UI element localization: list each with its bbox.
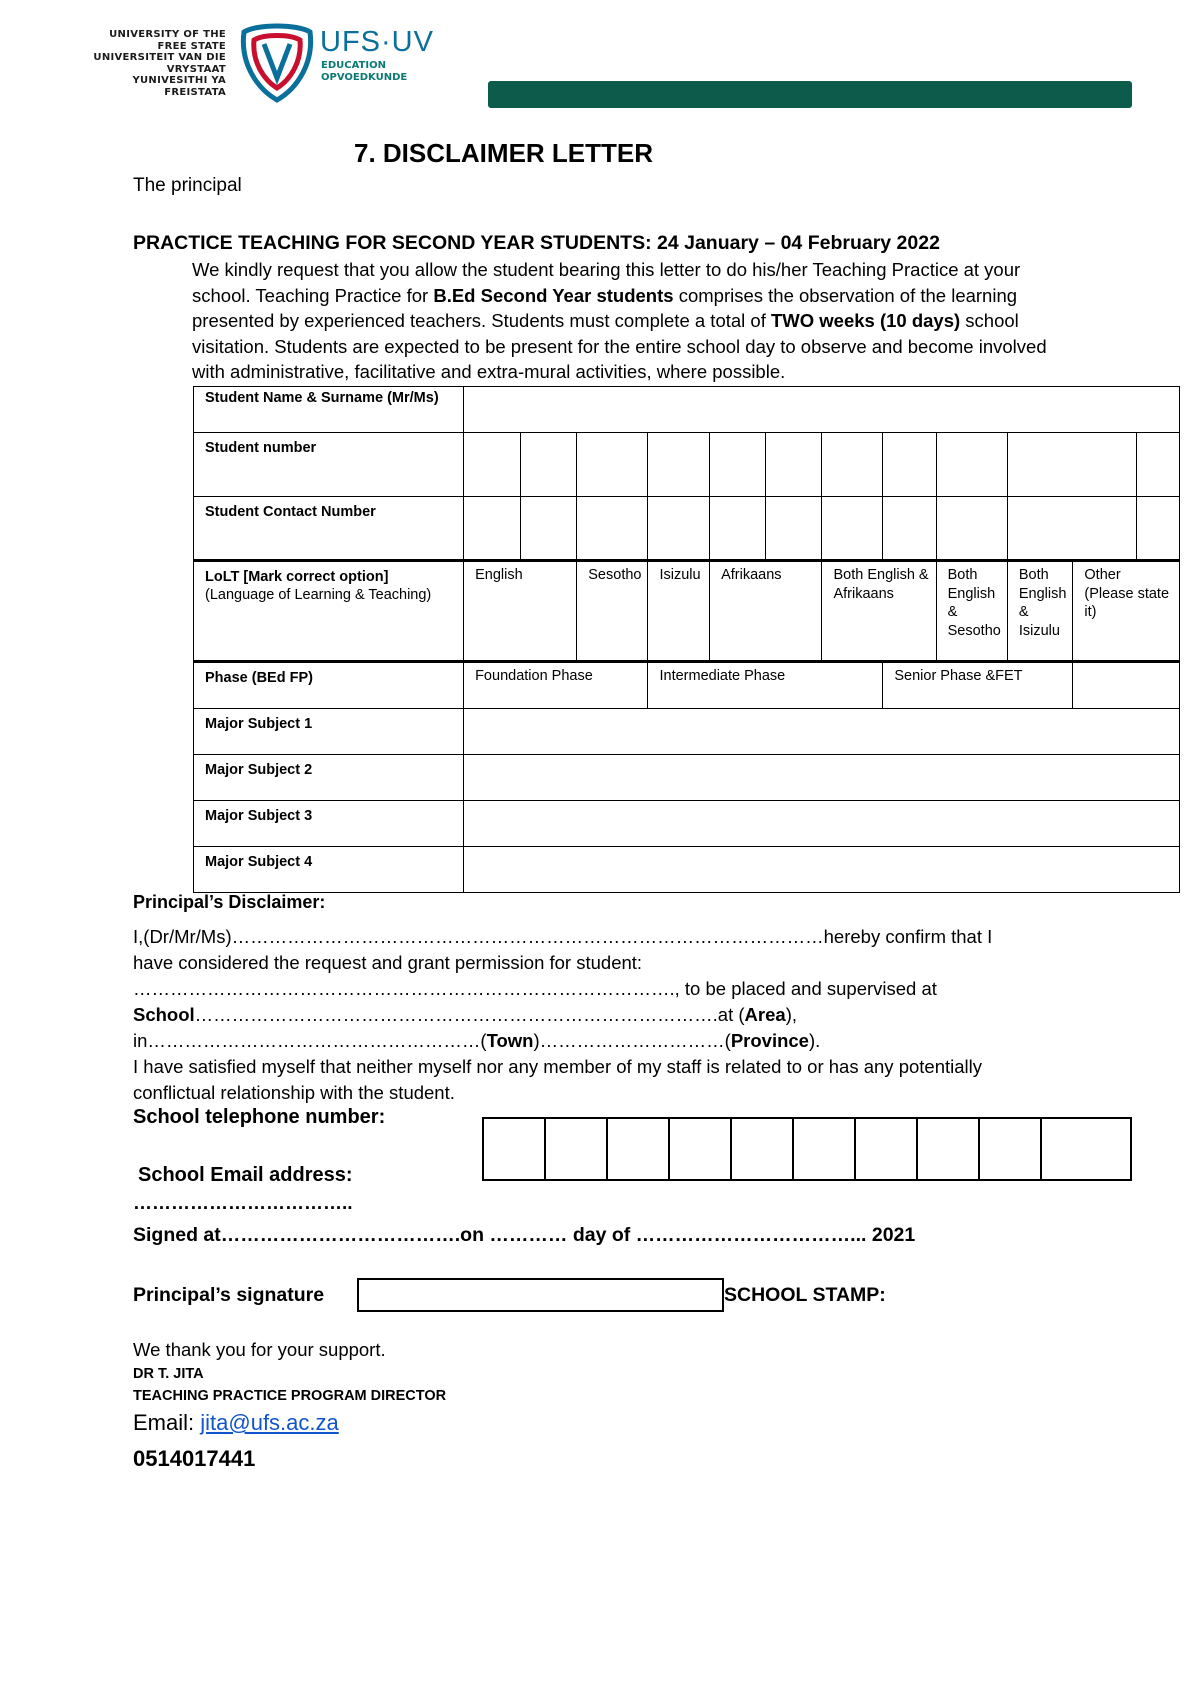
school-email-label: School Email address: — [138, 1164, 353, 1186]
major-subject-row — [194, 709, 1180, 755]
student-contact-digit[interactable] — [464, 497, 521, 561]
student-number-digit[interactable] — [1137, 433, 1180, 497]
intro-text-3: school visitation. Students are expected to be present for the entire school day to observe and become involved with administrative, facilitative and extra-mural activities, where possible. — [192, 310, 1047, 382]
university-line: UNIVERSITY OF THE — [109, 29, 226, 40]
student-contact-digit[interactable] — [577, 497, 648, 561]
student-contact-digit[interactable] — [521, 497, 577, 561]
student-number-digit[interactable] — [521, 433, 577, 497]
addressee: The principal — [133, 175, 242, 196]
student-name-label: Student Name & Surname (Mr/Ms) — [194, 387, 464, 433]
university-line: FREE STATE — [157, 40, 226, 52]
faculty-line: EDUCATION — [321, 60, 386, 71]
major-subject-field[interactable] — [464, 709, 1180, 755]
telephone-digit-box[interactable] — [545, 1118, 607, 1180]
school-email-dots: …………………………….. — [133, 1193, 353, 1214]
university-line: FREISTATA — [164, 86, 226, 98]
school-stamp-label: SCHOOL STAMP: — [724, 1284, 886, 1306]
thanks-text: We thank you for your support. — [133, 1339, 386, 1360]
major-subject-row — [194, 755, 1180, 801]
intro-bold-2: TWO weeks (10 days) — [770, 310, 961, 331]
student-name-row — [194, 387, 1180, 433]
lolt-row — [194, 561, 1180, 662]
lolt-sublabel: (Language of Learning & Teaching) — [205, 587, 432, 603]
disclaimer-line: conflictual relationship with the student. — [133, 1082, 455, 1103]
director-phone: 0514017441 — [133, 1446, 256, 1471]
telephone-digit-box[interactable] — [1041, 1118, 1131, 1180]
major-subject-row — [194, 847, 1180, 893]
telephone-digit-box[interactable] — [917, 1118, 979, 1180]
signed-at-line: Signed at……………………………….on ………… day of ……………………………... 2021 — [133, 1224, 916, 1246]
student-contact-digit[interactable] — [936, 497, 1007, 561]
director-email-link[interactable]: jita@ufs.ac.za — [200, 1410, 339, 1435]
disclaimer-line: I,(Dr/Mr/Ms)……………………………………………………………………………………hereby confirm that I — [133, 926, 993, 947]
phase-option-intermediate[interactable]: Intermediate Phase — [648, 662, 883, 709]
telephone-digit-box[interactable] — [607, 1118, 669, 1180]
disclaimer-line: I have satisfied myself that neither myself nor any member of my staff is related to or has any potentially — [133, 1056, 982, 1077]
student-name-field[interactable] — [464, 387, 1180, 433]
student-number-row — [194, 433, 1180, 497]
student-number-digit[interactable] — [822, 433, 883, 497]
intro-text-1: We kindly request that you allow the student bearing this letter to do his/her Teaching Practice at your school. Teaching Practice for — [192, 259, 1021, 306]
director-email-line — [133, 1410, 339, 1436]
school-telephone-label: School telephone number: — [133, 1106, 386, 1128]
student-contact-digit[interactable] — [766, 497, 822, 561]
town-dots: )…………………………( — [533, 1030, 731, 1051]
intro-bold-1: B.Ed Second Year students — [433, 284, 674, 306]
university-line: UNIVERSITEIT VAN DIE — [93, 52, 226, 63]
lolt-option-english-isizulu[interactable]: Both English & Isizulu — [1007, 561, 1073, 662]
major-subject-row — [194, 801, 1180, 847]
lolt-option-english-afrikaans[interactable]: Both English & Afrikaans — [822, 561, 936, 662]
province-label: Province — [730, 1030, 809, 1051]
student-contact-digit[interactable] — [822, 497, 883, 561]
ufs-shield-logo-icon — [236, 22, 318, 104]
principal-signature-label: Principal’s signature — [133, 1284, 325, 1306]
telephone-digit-box[interactable] — [669, 1118, 731, 1180]
student-number-digit[interactable] — [577, 433, 648, 497]
in-text: in………………………………………………( — [133, 1030, 487, 1051]
ufs-brand-name: UFS·UV — [320, 26, 434, 58]
director-role: TEACHING PRACTICE PROGRAM DIRECTOR — [133, 1388, 447, 1404]
practice-heading: PRACTICE TEACHING FOR SECOND YEAR STUDENTS: 24 January – 04 February 2022 — [133, 232, 940, 254]
university-line: YUNIVESITHI YA — [132, 75, 226, 86]
telephone-digit-box[interactable] — [979, 1118, 1041, 1180]
disclaimer-school-line — [133, 1002, 1093, 1028]
lolt-option-english-sesotho[interactable]: Both English & Sesotho — [936, 561, 1007, 662]
university-name-block — [90, 29, 226, 98]
student-contact-digit[interactable] — [710, 497, 766, 561]
principal-signature-box[interactable] — [357, 1278, 724, 1312]
phase-option-senior-fet[interactable]: Senior Phase &FET — [883, 662, 1073, 709]
major-subject-field[interactable] — [464, 801, 1180, 847]
major-subject-label: Major Subject 2 — [194, 755, 464, 801]
school-dots: ………………………………………………………………………….at ( — [194, 1004, 745, 1025]
telephone-digit-box[interactable] — [731, 1118, 793, 1180]
email-label: Email: — [133, 1410, 201, 1435]
student-number-digit[interactable] — [464, 433, 521, 497]
disclaimer-heading: Principal’s Disclaimer: — [133, 892, 326, 912]
director-name: DR T. JITA — [133, 1366, 204, 1382]
telephone-digit-box[interactable] — [793, 1118, 855, 1180]
student-number-digit[interactable] — [936, 433, 1007, 497]
intro-text-2: comprises the observation of the learning presented by experienced teachers. Students must complete a total of — [192, 284, 1018, 331]
student-contact-digit[interactable] — [1137, 497, 1180, 561]
lolt-label: LoLT [Mark correct option] — [205, 569, 389, 585]
province-end: ). — [808, 1030, 821, 1051]
student-contact-label: Student Contact Number — [194, 497, 464, 561]
lolt-option-afrikaans[interactable]: Afrikaans — [710, 561, 822, 662]
disclaimer-line: have considered the request and grant permission for student: — [133, 952, 643, 973]
student-contact-digit[interactable] — [1007, 497, 1137, 561]
page-title: 7. DISCLAIMER LETTER — [354, 138, 654, 168]
school-telephone-boxes — [482, 1117, 1132, 1181]
lolt-option-english[interactable]: English — [464, 561, 577, 662]
university-line: VRYSTAAT — [166, 63, 226, 75]
lolt-option-isizulu[interactable]: Isizulu — [648, 561, 710, 662]
student-contact-digit[interactable] — [883, 497, 936, 561]
lolt-option-other[interactable]: Other (Please state it) — [1073, 561, 1180, 662]
school-label: School — [133, 1004, 195, 1025]
telephone-digit-box[interactable] — [855, 1118, 917, 1180]
student-contact-row — [194, 497, 1180, 561]
lolt-option-sesotho[interactable]: Sesotho — [577, 561, 648, 662]
student-details-table — [193, 386, 1180, 893]
major-subject-label: Major Subject 4 — [194, 847, 464, 893]
disclaimer-town-line — [133, 1028, 1093, 1054]
intro-paragraph — [192, 257, 1072, 385]
student-number-digit[interactable] — [648, 433, 710, 497]
lolt-label-cell — [194, 561, 464, 662]
major-subject-field[interactable] — [464, 755, 1180, 801]
area-end: ), — [785, 1004, 797, 1025]
faculty-name-block — [321, 60, 407, 84]
phase-option-foundation[interactable]: Foundation Phase — [464, 662, 648, 709]
major-subject-field[interactable] — [464, 847, 1180, 893]
major-subject-label: Major Subject 3 — [194, 801, 464, 847]
faculty-line: OPVOEDKUNDE — [321, 72, 408, 83]
disclaimer-body — [133, 924, 1093, 1106]
student-number-digit[interactable] — [883, 433, 936, 497]
phase-option-blank[interactable] — [1073, 662, 1180, 709]
telephone-digit-box[interactable] — [483, 1118, 545, 1180]
student-number-digit[interactable] — [710, 433, 766, 497]
town-label: Town — [486, 1030, 534, 1051]
student-number-label: Student number — [194, 433, 464, 497]
area-label: Area — [744, 1004, 786, 1025]
student-number-digit[interactable] — [766, 433, 822, 497]
disclaimer-line: ……………………………………………………………………………., to be placed and supervised at — [133, 978, 937, 999]
major-subject-label: Major Subject 1 — [194, 709, 464, 755]
phase-label: Phase (BEd FP) — [194, 662, 464, 709]
student-number-digit[interactable] — [1007, 433, 1137, 497]
student-contact-digit[interactable] — [648, 497, 710, 561]
phase-row — [194, 662, 1180, 709]
header-accent-bar — [488, 81, 1132, 108]
